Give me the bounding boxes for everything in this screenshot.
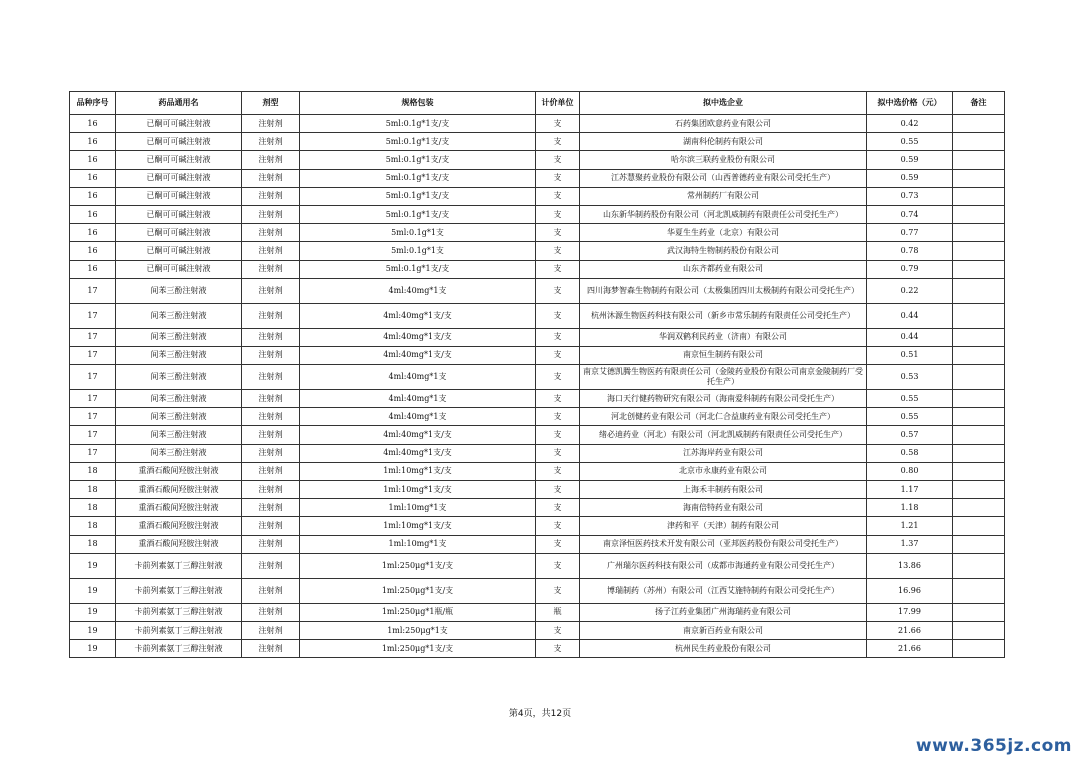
- table-row: [70, 115, 1005, 133]
- cell-price: 0.53: [867, 365, 953, 390]
- cell-company: 山东齐都药业有限公司: [580, 260, 867, 278]
- cell-index: 17: [70, 444, 116, 462]
- cell-company: 绪必迪药业（河北）有限公司（河北凯威制药有限责任公司受托生产）: [580, 426, 867, 444]
- cell-dosage-form: 注射剂: [242, 462, 300, 480]
- table-row: [70, 303, 1005, 328]
- cell-index: 16: [70, 242, 116, 260]
- cell-unit: 支: [536, 517, 580, 535]
- cell-price: 0.44: [867, 303, 953, 328]
- cell-company: 山东新华制药股份有限公司（河北凯威制药有限责任公司受托生产）: [580, 205, 867, 223]
- header-remarks: 备注: [953, 92, 1005, 115]
- cell-price: 0.51: [867, 346, 953, 364]
- header-company: 拟中选企业: [580, 92, 867, 115]
- table-row: [70, 133, 1005, 151]
- cell-unit: 支: [536, 535, 580, 553]
- cell-price: 0.57: [867, 426, 953, 444]
- cell-dosage-form: 注射剂: [242, 346, 300, 364]
- cell-index: 17: [70, 278, 116, 303]
- cell-dosage-form: 注射剂: [242, 260, 300, 278]
- drug-price-table-container: [69, 91, 1004, 658]
- table-row: [70, 278, 1005, 303]
- cell-unit: 支: [536, 260, 580, 278]
- cell-spec: 5ml:0.1g*1支/支: [300, 260, 536, 278]
- header-index: 品种序号: [70, 92, 116, 115]
- table-row: [70, 365, 1005, 390]
- cell-price: 1.18: [867, 499, 953, 517]
- cell-company: 南京艾德凯腾生物医药有限责任公司（金陵药业股份有限公司南京金陵制药厂受托生产）: [580, 365, 867, 390]
- cell-dosage-form: 注射剂: [242, 133, 300, 151]
- cell-spec: 5ml:0.1g*1支/支: [300, 151, 536, 169]
- cell-dosage-form: 注射剂: [242, 303, 300, 328]
- cell-index: 17: [70, 408, 116, 426]
- cell-price: 0.78: [867, 242, 953, 260]
- table-row: [70, 578, 1005, 603]
- cell-drug-name: 已酮可可碱注射液: [116, 260, 242, 278]
- cell-price: 0.77: [867, 224, 953, 242]
- cell-price: 1.37: [867, 535, 953, 553]
- cell-remarks: [953, 346, 1005, 364]
- cell-dosage-form: 注射剂: [242, 328, 300, 346]
- cell-drug-name: 已酮可可碱注射液: [116, 242, 242, 260]
- cell-remarks: [953, 365, 1005, 390]
- header-spec: 规格包装: [300, 92, 536, 115]
- cell-drug-name: 间苯三酚注射液: [116, 426, 242, 444]
- cell-spec: 1ml:10mg*1支/支: [300, 462, 536, 480]
- table-row: [70, 260, 1005, 278]
- cell-price: 0.59: [867, 151, 953, 169]
- cell-spec: 4ml:40mg*1支/支: [300, 303, 536, 328]
- cell-spec: 5ml:0.1g*1支/支: [300, 133, 536, 151]
- cell-unit: 支: [536, 224, 580, 242]
- cell-drug-name: 重酒石酸间羟胺注射液: [116, 499, 242, 517]
- cell-index: 18: [70, 517, 116, 535]
- cell-dosage-form: 注射剂: [242, 365, 300, 390]
- cell-price: 0.80: [867, 462, 953, 480]
- cell-unit: 支: [536, 462, 580, 480]
- cell-company: 四川海梦智森生物制药有限公司（太极集团四川太极制药有限公司受托生产）: [580, 278, 867, 303]
- table-row: [70, 481, 1005, 499]
- cell-unit: 支: [536, 426, 580, 444]
- cell-remarks: [953, 535, 1005, 553]
- cell-remarks: [953, 151, 1005, 169]
- cell-drug-name: 卡前列素氨丁三醇注射液: [116, 553, 242, 578]
- cell-spec: 5ml:0.1g*1支: [300, 242, 536, 260]
- cell-unit: 支: [536, 346, 580, 364]
- cell-price: 0.74: [867, 205, 953, 223]
- cell-dosage-form: 注射剂: [242, 390, 300, 408]
- cell-price: 13.86: [867, 553, 953, 578]
- cell-price: 0.22: [867, 278, 953, 303]
- cell-dosage-form: 注射剂: [242, 426, 300, 444]
- table-row: [70, 517, 1005, 535]
- table-row: [70, 640, 1005, 658]
- cell-remarks: [953, 499, 1005, 517]
- cell-spec: 4ml:40mg*1支/支: [300, 346, 536, 364]
- cell-price: 0.55: [867, 408, 953, 426]
- cell-remarks: [953, 621, 1005, 639]
- cell-price: 17.99: [867, 603, 953, 621]
- cell-unit: 支: [536, 499, 580, 517]
- table-row: [70, 462, 1005, 480]
- cell-company: 石药集团欧意药业有限公司: [580, 115, 867, 133]
- cell-remarks: [953, 408, 1005, 426]
- cell-unit: 支: [536, 169, 580, 187]
- cell-company: 海南倍特药业有限公司: [580, 499, 867, 517]
- cell-index: 16: [70, 115, 116, 133]
- cell-unit: 支: [536, 578, 580, 603]
- cell-company: 江苏慧聚药业股份有限公司（山西普德药业有限公司受托生产）: [580, 169, 867, 187]
- table-row: [70, 328, 1005, 346]
- cell-company: 津药和平（天津）制药有限公司: [580, 517, 867, 535]
- cell-index: 18: [70, 462, 116, 480]
- cell-spec: 4ml:40mg*1支: [300, 365, 536, 390]
- cell-company: 江苏海岸药业有限公司: [580, 444, 867, 462]
- cell-index: 16: [70, 151, 116, 169]
- cell-spec: 4ml:40mg*1支: [300, 278, 536, 303]
- cell-remarks: [953, 278, 1005, 303]
- cell-remarks: [953, 115, 1005, 133]
- cell-index: 16: [70, 205, 116, 223]
- table-row: [70, 224, 1005, 242]
- cell-remarks: [953, 328, 1005, 346]
- cell-remarks: [953, 426, 1005, 444]
- cell-drug-name: 卡前列素氨丁三醇注射液: [116, 603, 242, 621]
- cell-remarks: [953, 242, 1005, 260]
- cell-company: 南京泽恒医药技术开发有限公司（亚邦医药股份有限公司受托生产）: [580, 535, 867, 553]
- cell-unit: 支: [536, 187, 580, 205]
- cell-company: 广州瑞尔医药科技有限公司（成都市海通药业有限公司受托生产）: [580, 553, 867, 578]
- cell-remarks: [953, 390, 1005, 408]
- cell-index: 19: [70, 621, 116, 639]
- cell-drug-name: 间苯三酚注射液: [116, 278, 242, 303]
- cell-unit: 支: [536, 390, 580, 408]
- cell-company: 博瑞制药（苏州）有限公司（江西艾施特制药有限公司受托生产）: [580, 578, 867, 603]
- cell-drug-name: 重酒石酸间羟胺注射液: [116, 462, 242, 480]
- cell-company: 华夏生生药业（北京）有限公司: [580, 224, 867, 242]
- cell-spec: 1ml:250μg*1支/支: [300, 553, 536, 578]
- cell-unit: 支: [536, 640, 580, 658]
- cell-drug-name: 卡前列素氨丁三醇注射液: [116, 621, 242, 639]
- watermark-logo: www.365jz.com: [915, 736, 1072, 756]
- cell-dosage-form: 注射剂: [242, 517, 300, 535]
- cell-index: 16: [70, 224, 116, 242]
- table-row: [70, 205, 1005, 223]
- table-row: [70, 242, 1005, 260]
- table-row: [70, 151, 1005, 169]
- cell-price: 0.42: [867, 115, 953, 133]
- cell-dosage-form: 注射剂: [242, 242, 300, 260]
- cell-unit: 支: [536, 115, 580, 133]
- cell-index: 19: [70, 640, 116, 658]
- cell-remarks: [953, 578, 1005, 603]
- table-row: [70, 408, 1005, 426]
- cell-unit: 支: [536, 278, 580, 303]
- cell-spec: 5ml:0.1g*1支: [300, 224, 536, 242]
- cell-unit: 支: [536, 133, 580, 151]
- cell-spec: 4ml:40mg*1支: [300, 390, 536, 408]
- cell-dosage-form: 注射剂: [242, 481, 300, 499]
- cell-index: 19: [70, 578, 116, 603]
- header-dosage-form: 剂型: [242, 92, 300, 115]
- table-row: [70, 426, 1005, 444]
- table-body: [70, 115, 1005, 658]
- cell-unit: 支: [536, 303, 580, 328]
- cell-drug-name: 已酮可可碱注射液: [116, 224, 242, 242]
- cell-price: 21.66: [867, 621, 953, 639]
- cell-unit: 支: [536, 328, 580, 346]
- cell-price: 0.59: [867, 169, 953, 187]
- cell-spec: 5ml:0.1g*1支/支: [300, 187, 536, 205]
- table-row: [70, 169, 1005, 187]
- table-row: [70, 346, 1005, 364]
- cell-dosage-form: 注射剂: [242, 444, 300, 462]
- cell-company: 武汉海特生物制药股份有限公司: [580, 242, 867, 260]
- page-footer: 第4页，共12页: [508, 709, 572, 719]
- cell-spec: 4ml:40mg*1支: [300, 408, 536, 426]
- cell-spec: 1ml:10mg*1支: [300, 535, 536, 553]
- cell-remarks: [953, 133, 1005, 151]
- cell-price: 0.58: [867, 444, 953, 462]
- cell-drug-name: 已酮可可碱注射液: [116, 133, 242, 151]
- cell-index: 17: [70, 390, 116, 408]
- cell-drug-name: 间苯三酚注射液: [116, 328, 242, 346]
- table-row: [70, 499, 1005, 517]
- cell-index: 19: [70, 603, 116, 621]
- cell-drug-name: 已酮可可碱注射液: [116, 151, 242, 169]
- cell-spec: 1ml:10mg*1支/支: [300, 481, 536, 499]
- cell-spec: 5ml:0.1g*1支/支: [300, 205, 536, 223]
- cell-spec: 4ml:40mg*1支/支: [300, 444, 536, 462]
- drug-price-table: [69, 91, 1005, 658]
- cell-drug-name: 重酒石酸间羟胺注射液: [116, 517, 242, 535]
- cell-price: 1.21: [867, 517, 953, 535]
- cell-dosage-form: 注射剂: [242, 151, 300, 169]
- cell-dosage-form: 注射剂: [242, 535, 300, 553]
- cell-unit: 支: [536, 553, 580, 578]
- cell-index: 18: [70, 481, 116, 499]
- cell-remarks: [953, 517, 1005, 535]
- cell-spec: 4ml:40mg*1支/支: [300, 328, 536, 346]
- cell-remarks: [953, 481, 1005, 499]
- cell-company: 南京新百药业有限公司: [580, 621, 867, 639]
- cell-spec: 1ml:10mg*1支/支: [300, 517, 536, 535]
- cell-drug-name: 已酮可可碱注射液: [116, 169, 242, 187]
- cell-spec: 1ml:10mg*1支: [300, 499, 536, 517]
- cell-company: 杭州沐源生物医药科技有限公司（新乡市常乐制药有限责任公司受托生产）: [580, 303, 867, 328]
- cell-dosage-form: 注射剂: [242, 553, 300, 578]
- cell-drug-name: 重酒石酸间羟胺注射液: [116, 535, 242, 553]
- cell-index: 18: [70, 535, 116, 553]
- cell-spec: 5ml:0.1g*1支/支: [300, 169, 536, 187]
- cell-dosage-form: 注射剂: [242, 224, 300, 242]
- cell-spec: 4ml:40mg*1支/支: [300, 426, 536, 444]
- table-row: [70, 187, 1005, 205]
- cell-company: 海口天行健药物研究有限公司（海南爱科制药有限公司受托生产）: [580, 390, 867, 408]
- cell-drug-name: 间苯三酚注射液: [116, 390, 242, 408]
- cell-company: 湖南科伦制药有限公司: [580, 133, 867, 151]
- cell-dosage-form: 注射剂: [242, 621, 300, 639]
- cell-company: 杭州民生药业股份有限公司: [580, 640, 867, 658]
- cell-drug-name: 间苯三酚注射液: [116, 444, 242, 462]
- cell-dosage-form: 注射剂: [242, 169, 300, 187]
- cell-drug-name: 卡前列素氨丁三醇注射液: [116, 640, 242, 658]
- cell-dosage-form: 注射剂: [242, 278, 300, 303]
- cell-dosage-form: 注射剂: [242, 603, 300, 621]
- cell-price: 0.79: [867, 260, 953, 278]
- cell-unit: 支: [536, 205, 580, 223]
- cell-index: 17: [70, 328, 116, 346]
- cell-remarks: [953, 444, 1005, 462]
- cell-remarks: [953, 205, 1005, 223]
- header-drug-name: 药品通用名: [116, 92, 242, 115]
- cell-price: 0.73: [867, 187, 953, 205]
- cell-index: 18: [70, 499, 116, 517]
- cell-company: 南京恒生制药有限公司: [580, 346, 867, 364]
- header-unit: 计价单位: [536, 92, 580, 115]
- cell-drug-name: 间苯三酚注射液: [116, 303, 242, 328]
- cell-dosage-form: 注射剂: [242, 115, 300, 133]
- table-row: [70, 535, 1005, 553]
- table-row: [70, 444, 1005, 462]
- cell-index: 16: [70, 169, 116, 187]
- cell-drug-name: 间苯三酚注射液: [116, 365, 242, 390]
- cell-unit: 支: [536, 481, 580, 499]
- cell-remarks: [953, 553, 1005, 578]
- table-row: [70, 621, 1005, 639]
- header-price: 拟中选价格（元）: [867, 92, 953, 115]
- cell-price: 0.55: [867, 390, 953, 408]
- cell-unit: 支: [536, 408, 580, 426]
- cell-company: 河北创健药业有限公司（河北仁合益康药业有限公司受托生产）: [580, 408, 867, 426]
- cell-dosage-form: 注射剂: [242, 578, 300, 603]
- cell-unit: 支: [536, 444, 580, 462]
- cell-drug-name: 已酮可可碱注射液: [116, 187, 242, 205]
- cell-drug-name: 已酮可可碱注射液: [116, 205, 242, 223]
- cell-remarks: [953, 224, 1005, 242]
- cell-price: 21.66: [867, 640, 953, 658]
- cell-company: 哈尔滨三联药业股份有限公司: [580, 151, 867, 169]
- cell-dosage-form: 注射剂: [242, 187, 300, 205]
- cell-drug-name: 重酒石酸间羟胺注射液: [116, 481, 242, 499]
- cell-company: 北京市永康药业有限公司: [580, 462, 867, 480]
- table-header-row: [70, 92, 1005, 115]
- cell-drug-name: 间苯三酚注射液: [116, 346, 242, 364]
- cell-spec: 5ml:0.1g*1支/支: [300, 115, 536, 133]
- cell-company: 扬子江药业集团广州海瑞药业有限公司: [580, 603, 867, 621]
- cell-index: 17: [70, 426, 116, 444]
- table-row: [70, 553, 1005, 578]
- cell-remarks: [953, 640, 1005, 658]
- cell-remarks: [953, 303, 1005, 328]
- cell-company: 上海禾丰制药有限公司: [580, 481, 867, 499]
- cell-price: 0.55: [867, 133, 953, 151]
- cell-index: 17: [70, 365, 116, 390]
- cell-remarks: [953, 603, 1005, 621]
- cell-spec: 1ml:250μg*1瓶/瓶: [300, 603, 536, 621]
- cell-unit: 支: [536, 151, 580, 169]
- cell-remarks: [953, 260, 1005, 278]
- cell-spec: 1ml:250μg*1支/支: [300, 640, 536, 658]
- cell-price: 16.96: [867, 578, 953, 603]
- cell-drug-name: 已酮可可碱注射液: [116, 115, 242, 133]
- cell-index: 16: [70, 187, 116, 205]
- cell-dosage-form: 注射剂: [242, 205, 300, 223]
- cell-unit: 支: [536, 242, 580, 260]
- cell-index: 19: [70, 553, 116, 578]
- cell-dosage-form: 注射剂: [242, 499, 300, 517]
- cell-remarks: [953, 187, 1005, 205]
- cell-index: 17: [70, 303, 116, 328]
- cell-index: 16: [70, 133, 116, 151]
- cell-drug-name: 卡前列素氨丁三醇注射液: [116, 578, 242, 603]
- cell-spec: 1ml:250μg*1支/支: [300, 578, 536, 603]
- cell-remarks: [953, 462, 1005, 480]
- cell-company: 华润双鹤利民药业（济南）有限公司: [580, 328, 867, 346]
- cell-price: 1.17: [867, 481, 953, 499]
- table-row: [70, 603, 1005, 621]
- cell-dosage-form: 注射剂: [242, 640, 300, 658]
- table-row: [70, 390, 1005, 408]
- cell-price: 0.44: [867, 328, 953, 346]
- cell-index: 17: [70, 346, 116, 364]
- cell-unit: 支: [536, 621, 580, 639]
- cell-unit: 支: [536, 365, 580, 390]
- cell-company: 常州制药厂有限公司: [580, 187, 867, 205]
- cell-drug-name: 间苯三酚注射液: [116, 408, 242, 426]
- cell-unit: 瓶: [536, 603, 580, 621]
- cell-spec: 1ml:250μg*1支: [300, 621, 536, 639]
- cell-dosage-form: 注射剂: [242, 408, 300, 426]
- cell-remarks: [953, 169, 1005, 187]
- cell-index: 16: [70, 260, 116, 278]
